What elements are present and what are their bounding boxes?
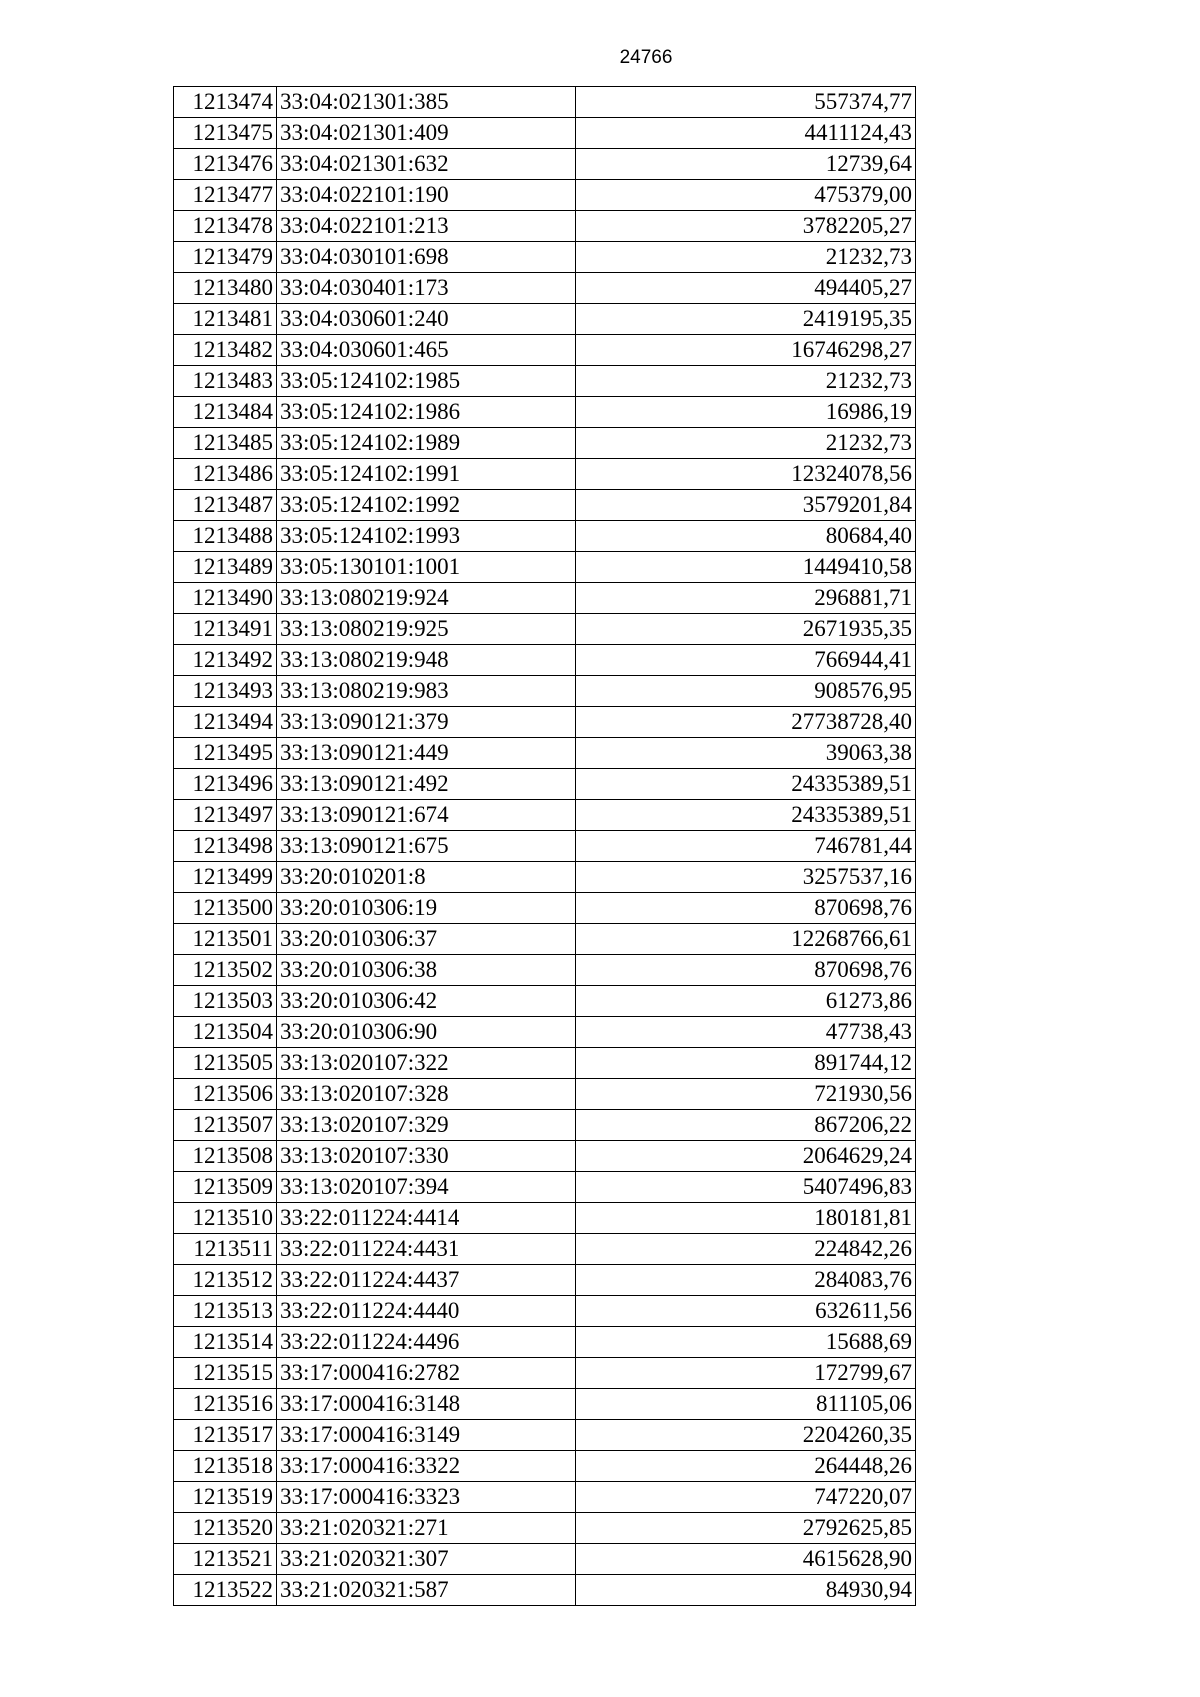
row-id-cell: 1213495 — [174, 738, 277, 769]
row-id-cell: 1213486 — [174, 459, 277, 490]
cadastral-number-cell: 33:13:020107:328 — [277, 1079, 576, 1110]
cadastral-number-cell: 33:21:020321:271 — [277, 1513, 576, 1544]
cadastral-value-table — [173, 86, 916, 1606]
value-cell: 180181,81 — [576, 1203, 916, 1234]
value-cell: 557374,77 — [576, 87, 916, 118]
cadastral-number-cell: 33:13:020107:394 — [277, 1172, 576, 1203]
table-row — [174, 1358, 916, 1389]
cadastral-number-cell: 33:04:021301:385 — [277, 87, 576, 118]
row-id-cell: 1213521 — [174, 1544, 277, 1575]
table-row — [174, 769, 916, 800]
row-id-cell: 1213477 — [174, 180, 277, 211]
row-id-cell: 1213478 — [174, 211, 277, 242]
value-cell: 721930,56 — [576, 1079, 916, 1110]
table-row — [174, 1296, 916, 1327]
value-cell: 21232,73 — [576, 428, 916, 459]
table-row — [174, 1172, 916, 1203]
row-id-cell: 1213512 — [174, 1265, 277, 1296]
row-id-cell: 1213490 — [174, 583, 277, 614]
row-id-cell: 1213491 — [174, 614, 277, 645]
value-cell: 172799,67 — [576, 1358, 916, 1389]
cadastral-number-cell: 33:04:030101:698 — [277, 242, 576, 273]
row-id-cell: 1213479 — [174, 242, 277, 273]
table-row — [174, 1265, 916, 1296]
value-cell: 47738,43 — [576, 1017, 916, 1048]
value-cell: 84930,94 — [576, 1575, 916, 1606]
cadastral-number-cell: 33:13:090121:449 — [277, 738, 576, 769]
cadastral-number-cell: 33:13:020107:329 — [277, 1110, 576, 1141]
row-id-cell: 1213519 — [174, 1482, 277, 1513]
row-id-cell: 1213488 — [174, 521, 277, 552]
row-id-cell: 1213517 — [174, 1420, 277, 1451]
row-id-cell: 1213510 — [174, 1203, 277, 1234]
cadastral-number-cell: 33:05:124102:1992 — [277, 490, 576, 521]
cadastral-number-cell: 33:13:020107:330 — [277, 1141, 576, 1172]
table-row — [174, 397, 916, 428]
value-cell: 867206,22 — [576, 1110, 916, 1141]
value-cell: 494405,27 — [576, 273, 916, 304]
row-id-cell: 1213522 — [174, 1575, 277, 1606]
value-cell: 80684,40 — [576, 521, 916, 552]
table-row — [174, 180, 916, 211]
table-row — [174, 1110, 916, 1141]
table-row — [174, 707, 916, 738]
row-id-cell: 1213474 — [174, 87, 277, 118]
row-id-cell: 1213509 — [174, 1172, 277, 1203]
cadastral-number-cell: 33:13:080219:924 — [277, 583, 576, 614]
row-id-cell: 1213475 — [174, 118, 277, 149]
value-cell: 2419195,35 — [576, 304, 916, 335]
value-cell: 4615628,90 — [576, 1544, 916, 1575]
cadastral-number-cell: 33:17:000416:3322 — [277, 1451, 576, 1482]
table-row — [174, 862, 916, 893]
cadastral-number-cell: 33:13:080219:925 — [277, 614, 576, 645]
value-cell: 27738728,40 — [576, 707, 916, 738]
row-id-cell: 1213492 — [174, 645, 277, 676]
cadastral-number-cell: 33:05:124102:1991 — [277, 459, 576, 490]
cadastral-number-cell: 33:13:080219:983 — [277, 676, 576, 707]
row-id-cell: 1213497 — [174, 800, 277, 831]
cadastral-number-cell: 33:05:124102:1986 — [277, 397, 576, 428]
value-cell: 4411124,43 — [576, 118, 916, 149]
cadastral-number-cell: 33:05:130101:1001 — [277, 552, 576, 583]
value-cell: 5407496,83 — [576, 1172, 916, 1203]
row-id-cell: 1213503 — [174, 986, 277, 1017]
value-cell: 2671935,35 — [576, 614, 916, 645]
value-cell: 296881,71 — [576, 583, 916, 614]
row-id-cell: 1213501 — [174, 924, 277, 955]
value-cell: 632611,56 — [576, 1296, 916, 1327]
table-row — [174, 1079, 916, 1110]
cadastral-number-cell: 33:17:000416:3148 — [277, 1389, 576, 1420]
value-cell: 870698,76 — [576, 893, 916, 924]
cadastral-number-cell: 33:22:011224:4431 — [277, 1234, 576, 1265]
value-cell: 2064629,24 — [576, 1141, 916, 1172]
cadastral-number-cell: 33:04:022101:190 — [277, 180, 576, 211]
table-row — [174, 521, 916, 552]
cadastral-number-cell: 33:22:011224:4440 — [277, 1296, 576, 1327]
cadastral-number-cell: 33:04:030601:240 — [277, 304, 576, 335]
row-id-cell: 1213513 — [174, 1296, 277, 1327]
cadastral-number-cell: 33:13:020107:322 — [277, 1048, 576, 1079]
cadastral-number-cell: 33:13:090121:379 — [277, 707, 576, 738]
row-id-cell: 1213482 — [174, 335, 277, 366]
value-cell: 16986,19 — [576, 397, 916, 428]
table-row — [174, 211, 916, 242]
row-id-cell: 1213494 — [174, 707, 277, 738]
row-id-cell: 1213508 — [174, 1141, 277, 1172]
table-row — [174, 304, 916, 335]
row-id-cell: 1213502 — [174, 955, 277, 986]
table-row — [174, 1544, 916, 1575]
table-body — [174, 87, 916, 1606]
table-row — [174, 645, 916, 676]
cadastral-number-cell: 33:22:011224:4414 — [277, 1203, 576, 1234]
value-cell: 766944,41 — [576, 645, 916, 676]
table-row — [174, 490, 916, 521]
table-row — [174, 893, 916, 924]
table-row — [174, 1482, 916, 1513]
row-id-cell: 1213481 — [174, 304, 277, 335]
table-row — [174, 1327, 916, 1358]
table-row — [174, 800, 916, 831]
table-row — [174, 87, 916, 118]
row-id-cell: 1213518 — [174, 1451, 277, 1482]
cadastral-number-cell: 33:21:020321:307 — [277, 1544, 576, 1575]
table-row — [174, 955, 916, 986]
row-id-cell: 1213484 — [174, 397, 277, 428]
cadastral-number-cell: 33:04:022101:213 — [277, 211, 576, 242]
value-cell: 3782205,27 — [576, 211, 916, 242]
row-id-cell: 1213516 — [174, 1389, 277, 1420]
cadastral-number-cell: 33:05:124102:1985 — [277, 366, 576, 397]
table-row — [174, 149, 916, 180]
value-cell: 21232,73 — [576, 366, 916, 397]
value-cell: 12739,64 — [576, 149, 916, 180]
row-id-cell: 1213493 — [174, 676, 277, 707]
row-id-cell: 1213514 — [174, 1327, 277, 1358]
value-cell: 2792625,85 — [576, 1513, 916, 1544]
table-row — [174, 1048, 916, 1079]
cadastral-number-cell: 33:17:000416:3149 — [277, 1420, 576, 1451]
cadastral-number-cell: 33:22:011224:4496 — [277, 1327, 576, 1358]
table-row — [174, 924, 916, 955]
cadastral-number-cell: 33:17:000416:2782 — [277, 1358, 576, 1389]
table-row — [174, 366, 916, 397]
row-id-cell: 1213500 — [174, 893, 277, 924]
table-row — [174, 831, 916, 862]
value-cell: 12324078,56 — [576, 459, 916, 490]
table-row — [174, 1017, 916, 1048]
cadastral-number-cell: 33:20:010306:37 — [277, 924, 576, 955]
value-cell: 12268766,61 — [576, 924, 916, 955]
value-cell: 3257537,16 — [576, 862, 916, 893]
table-row — [174, 676, 916, 707]
cadastral-number-cell: 33:17:000416:3323 — [277, 1482, 576, 1513]
table-row — [174, 738, 916, 769]
cadastral-number-cell: 33:20:010306:38 — [277, 955, 576, 986]
value-cell: 747220,07 — [576, 1482, 916, 1513]
row-id-cell: 1213504 — [174, 1017, 277, 1048]
table-row — [174, 1141, 916, 1172]
row-id-cell: 1213506 — [174, 1079, 277, 1110]
cadastral-number-cell: 33:20:010201:8 — [277, 862, 576, 893]
cadastral-number-cell: 33:04:021301:632 — [277, 149, 576, 180]
row-id-cell: 1213480 — [174, 273, 277, 304]
cadastral-number-cell: 33:13:090121:674 — [277, 800, 576, 831]
row-id-cell: 1213483 — [174, 366, 277, 397]
table-row — [174, 118, 916, 149]
cadastral-number-cell: 33:05:124102:1989 — [277, 428, 576, 459]
value-cell: 16746298,27 — [576, 335, 916, 366]
table-row — [174, 1420, 916, 1451]
value-cell: 811105,06 — [576, 1389, 916, 1420]
table-row — [174, 1389, 916, 1420]
value-cell: 746781,44 — [576, 831, 916, 862]
cadastral-number-cell: 33:22:011224:4437 — [277, 1265, 576, 1296]
value-cell: 1449410,58 — [576, 552, 916, 583]
table-row — [174, 1513, 916, 1544]
value-cell: 39063,38 — [576, 738, 916, 769]
value-cell: 3579201,84 — [576, 490, 916, 521]
cadastral-number-cell: 33:20:010306:19 — [277, 893, 576, 924]
row-id-cell: 1213489 — [174, 552, 277, 583]
cadastral-number-cell: 33:20:010306:90 — [277, 1017, 576, 1048]
cadastral-number-cell: 33:20:010306:42 — [277, 986, 576, 1017]
value-cell: 284083,76 — [576, 1265, 916, 1296]
page-number: 24766 — [619, 47, 673, 68]
table-row — [174, 1575, 916, 1606]
cadastral-number-cell: 33:13:090121:675 — [277, 831, 576, 862]
value-cell: 21232,73 — [576, 242, 916, 273]
row-id-cell: 1213498 — [174, 831, 277, 862]
value-cell: 908576,95 — [576, 676, 916, 707]
value-cell: 2204260,35 — [576, 1420, 916, 1451]
row-id-cell: 1213515 — [174, 1358, 277, 1389]
table-row — [174, 552, 916, 583]
table-row — [174, 614, 916, 645]
row-id-cell: 1213507 — [174, 1110, 277, 1141]
cadastral-number-cell: 33:13:090121:492 — [277, 769, 576, 800]
table-row — [174, 273, 916, 304]
table-row — [174, 1234, 916, 1265]
row-id-cell: 1213496 — [174, 769, 277, 800]
table-row — [174, 1203, 916, 1234]
value-cell: 24335389,51 — [576, 769, 916, 800]
row-id-cell: 1213505 — [174, 1048, 277, 1079]
row-id-cell: 1213487 — [174, 490, 277, 521]
value-cell: 264448,26 — [576, 1451, 916, 1482]
row-id-cell: 1213511 — [174, 1234, 277, 1265]
row-id-cell: 1213485 — [174, 428, 277, 459]
value-cell: 24335389,51 — [576, 800, 916, 831]
table-row — [174, 335, 916, 366]
table-row — [174, 242, 916, 273]
cadastral-number-cell: 33:04:030401:173 — [277, 273, 576, 304]
value-cell: 224842,26 — [576, 1234, 916, 1265]
value-cell: 15688,69 — [576, 1327, 916, 1358]
value-cell: 891744,12 — [576, 1048, 916, 1079]
cadastral-number-cell: 33:13:080219:948 — [277, 645, 576, 676]
cadastral-number-cell: 33:04:030601:465 — [277, 335, 576, 366]
cadastral-number-cell: 33:21:020321:587 — [277, 1575, 576, 1606]
value-cell: 61273,86 — [576, 986, 916, 1017]
cadastral-number-cell: 33:05:124102:1993 — [277, 521, 576, 552]
table-row — [174, 583, 916, 614]
value-cell: 475379,00 — [576, 180, 916, 211]
table-row — [174, 459, 916, 490]
row-id-cell: 1213499 — [174, 862, 277, 893]
value-cell: 870698,76 — [576, 955, 916, 986]
cadastral-number-cell: 33:04:021301:409 — [277, 118, 576, 149]
table-row — [174, 986, 916, 1017]
table-row — [174, 428, 916, 459]
table-row — [174, 1451, 916, 1482]
row-id-cell: 1213520 — [174, 1513, 277, 1544]
row-id-cell: 1213476 — [174, 149, 277, 180]
